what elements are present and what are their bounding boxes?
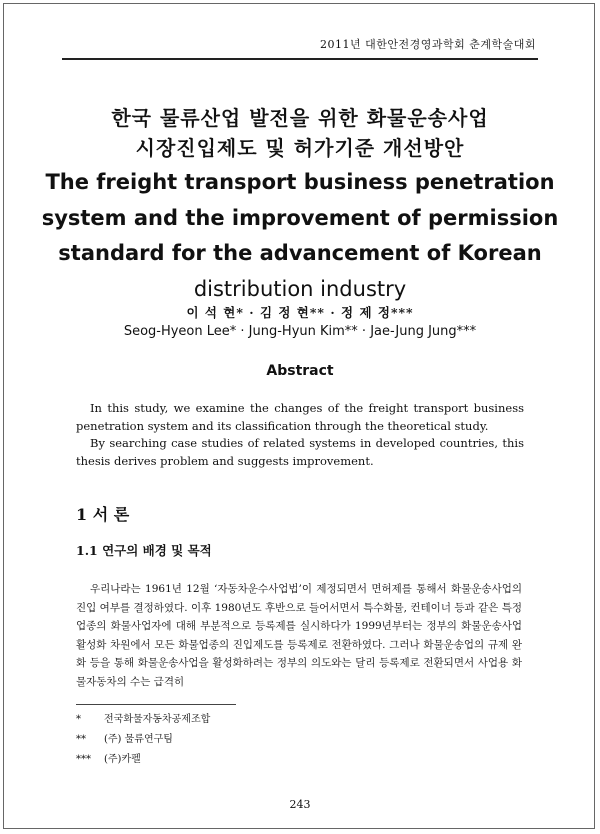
title-block (40, 103, 560, 305)
footnote-text: (주)카펠 (104, 754, 141, 765)
title-english-line-1: The freight transport business penetration (45, 170, 555, 194)
title-english-line-2: system and the improvement of permission (41, 205, 559, 230)
footnote (76, 710, 210, 730)
abstract-heading: Abstract (266, 363, 334, 379)
footnote (76, 750, 210, 770)
section-heading: 1 서 론 (76, 505, 130, 524)
header-divider (62, 58, 538, 60)
title-english-line-4: distribution industry (193, 276, 407, 301)
page-number: 243 (289, 798, 311, 811)
footnote-mark: * (76, 714, 81, 725)
title-korean-line-1: 한국 물류산업 발전을 위한 화물운송사업 (111, 106, 489, 130)
authors-korean: 이 석 현* · 김 정 현** · 정 제 정*** (186, 305, 414, 320)
body-paragraph: 우리나라는 1961년 12월 ‘자동차운수사업법’이 제정되면서 면허제를 통해서 화물운송사업의 진입 여부를 결정하였다. 이후 1980년도 후반으로 들어서면서 특수화물, 컨테이너 등과 같은 특정 업종의 화물사업자에 대해 부분적으로 등록제를 실시하다가 1999년부터는 정부의 화물운송사업 활성화 차원에서 모든 화물업종의 진입제도를 등록제로 전환하였다. 그러나 화물운송업의 규제 완화 등을 통해 화물운송사업을 활성화하려는 정부의 의도와는 달리 등록제로 전환되면서 사업용 화물자동차의 수는 급격히 (76, 583, 522, 688)
footnote-mark: ** (76, 734, 86, 745)
footnote-mark: *** (76, 754, 91, 765)
abstract-paragraph: In this study, we examine the changes of the freight transport business penetration system and its classification through the theoretical study. (76, 401, 524, 433)
title-english-line-3: standard for the advancement of Korean (58, 241, 542, 265)
footnote-text: (주) 물류연구팀 (104, 734, 173, 745)
footnote-divider (76, 704, 236, 705)
subsection-heading: 1.1 연구의 배경 및 목적 (76, 543, 212, 558)
authors-english: Seog-Hyeon Lee* · Jung-Hyun Kim** · Jae-Jung Jung*** (123, 324, 477, 339)
footnote-text: 전국화물자동차공제조합 (104, 714, 211, 725)
title-korean-line-2: 시장진입제도 및 허가기준 개선방안 (135, 136, 465, 160)
conference-header: 2011년 대한안전경영과학회 춘계학술대회 (319, 38, 536, 51)
abstract-paragraph: By searching case studies of related systems in developed countries, this thesis derives problem and suggests improvement. (76, 436, 524, 468)
footnotes (76, 710, 210, 770)
abstract-body (76, 400, 524, 470)
footnote (76, 730, 210, 750)
